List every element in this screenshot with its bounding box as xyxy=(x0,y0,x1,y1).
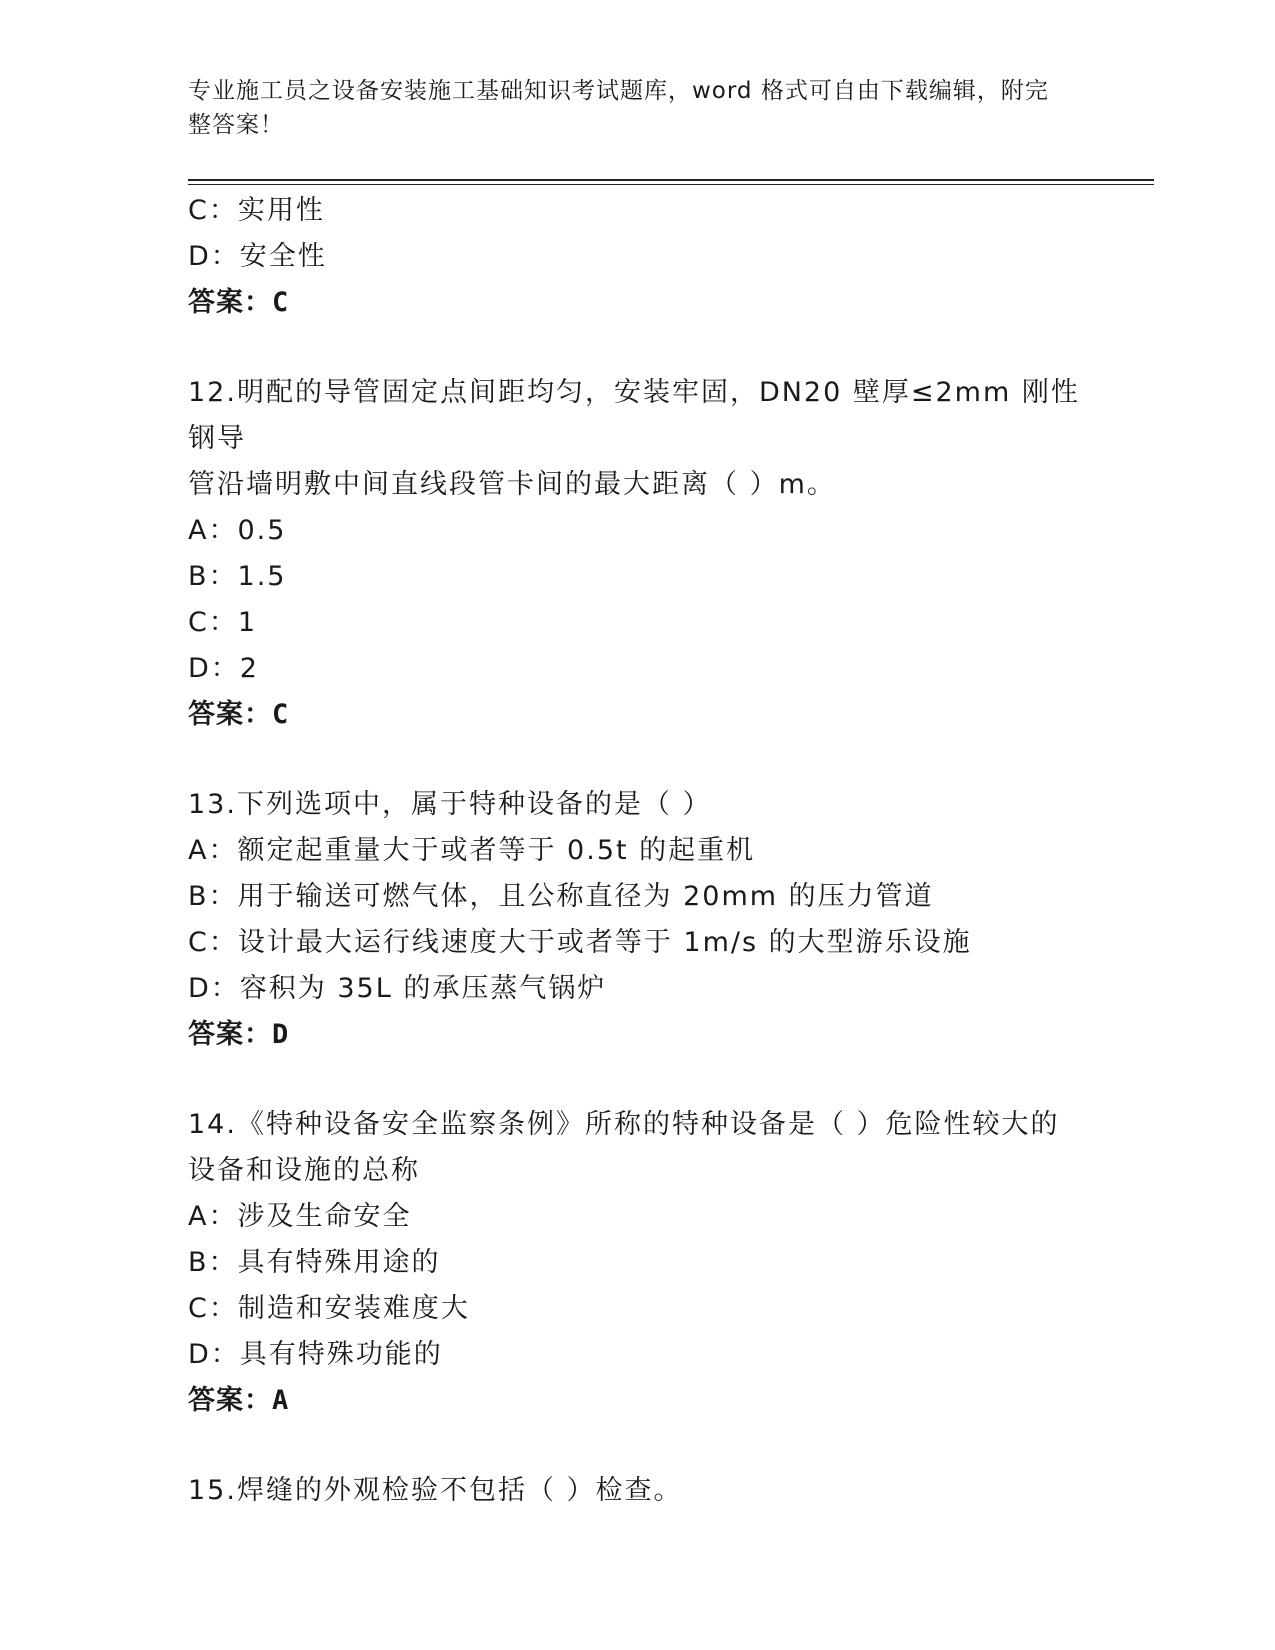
question-12 xyxy=(188,370,1088,738)
question-stem-line: 设备和设施的总称 xyxy=(188,1155,420,1186)
question-stem xyxy=(188,1468,1088,1514)
document-body xyxy=(188,188,1088,1514)
answer-value: A xyxy=(272,1385,290,1416)
option-d: D：2 xyxy=(188,653,259,684)
option-d: D：安全性 xyxy=(188,241,327,272)
question-stem-line: 15.焊缝的外观检验不包括（ ）检查。 xyxy=(188,1475,683,1506)
option-c: C：1 xyxy=(188,607,258,638)
question-stem-line: 12.明配的导管固定点间距均匀，安装牢固，DN20 壁厚≤2mm 刚性钢导 xyxy=(188,377,1080,454)
header-rule-thin xyxy=(188,184,1154,185)
question-stem xyxy=(188,370,1088,508)
answer-label: 答案： xyxy=(188,1385,272,1416)
question-stem-line: 管沿墙明敷中间直线段管卡间的最大距离（ ）m。 xyxy=(188,469,836,500)
option-b: B：用于输送可燃气体，且公称直径为 20mm 的压力管道 xyxy=(188,881,934,912)
answer-value: C xyxy=(272,287,290,318)
question-15 xyxy=(188,1468,1088,1514)
question-stem xyxy=(188,1102,1088,1194)
answer-line xyxy=(188,1378,1088,1424)
answer-line xyxy=(188,280,1088,326)
header-rule-thick xyxy=(188,179,1154,181)
answer-line xyxy=(188,1012,1088,1058)
answer-label: 答案： xyxy=(188,1019,272,1050)
answer-label: 答案： xyxy=(188,287,272,318)
option-d: D：具有特殊功能的 xyxy=(188,1339,443,1370)
question-stem xyxy=(188,782,1088,828)
option-c: C：制造和安装难度大 xyxy=(188,1293,470,1324)
option-b: B：1.5 xyxy=(188,561,287,592)
answer-value: C xyxy=(272,699,290,730)
question-stem-line: 14.《特种设备安全监察条例》所称的特种设备是（ ）危险性较大的 xyxy=(188,1109,1060,1140)
option-d: D：容积为 35L 的承压蒸气锅炉 xyxy=(188,973,607,1004)
option-b: B：具有特殊用途的 xyxy=(188,1247,441,1278)
option-c: C：实用性 xyxy=(188,195,325,226)
option-a: A：涉及生命安全 xyxy=(188,1201,412,1232)
question-14 xyxy=(188,1102,1088,1424)
question-13 xyxy=(188,782,1088,1058)
answer-line xyxy=(188,692,1088,738)
option-a: A：额定起重量大于或者等于 0.5t 的起重机 xyxy=(188,835,756,866)
document-header xyxy=(188,74,1088,142)
option-a: A：0.5 xyxy=(188,515,287,546)
answer-value: D xyxy=(272,1019,290,1050)
answer-label: 答案： xyxy=(188,699,272,730)
option-c: C：设计最大运行线速度大于或者等于 1m/s 的大型游乐设施 xyxy=(188,927,972,958)
header-line-2: 整答案！ xyxy=(188,112,284,138)
header-line-1: 专业施工员之设备安装施工基础知识考试题库，word 格式可自由下载编辑，附完 xyxy=(188,78,1049,104)
question-stem-line: 13.下列选项中，属于特种设备的是（ ） xyxy=(188,789,712,820)
question-11-tail xyxy=(188,188,1088,326)
